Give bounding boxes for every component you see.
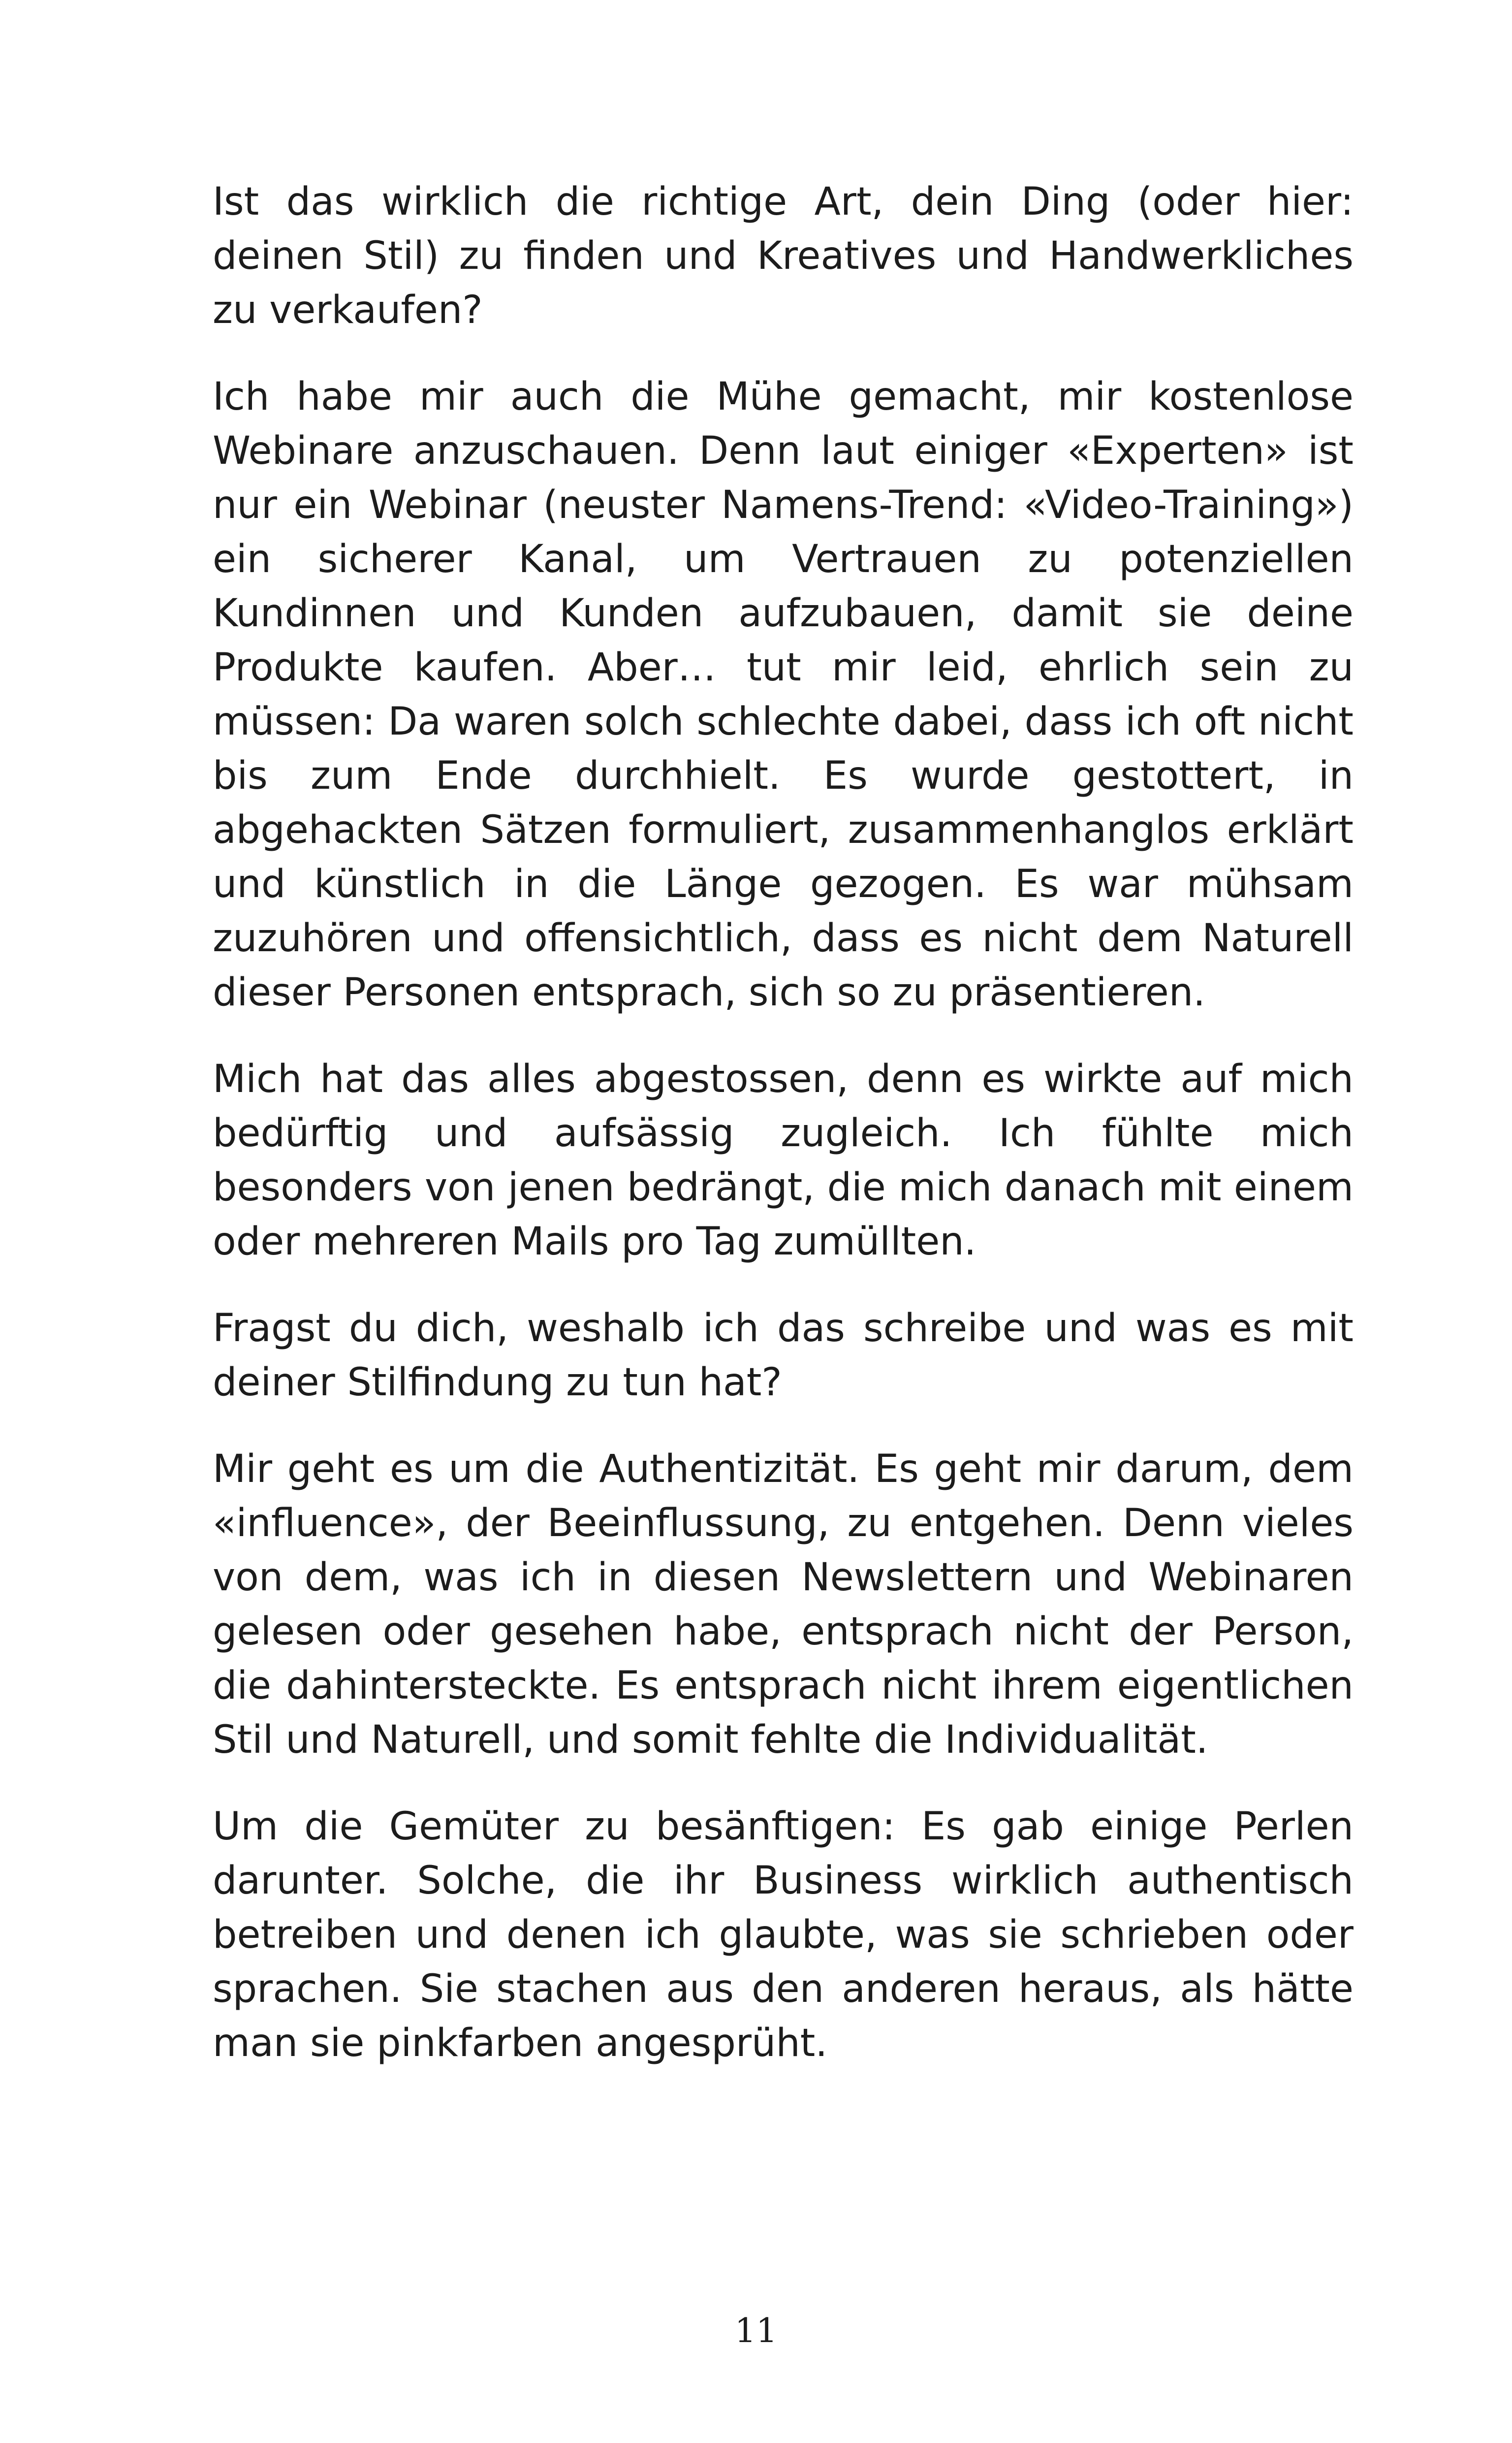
- body-text: [213, 175, 1354, 2070]
- paragraph-4: Fragst du dich, weshalb ich das schreibe und was es mit deiner Stilfindung zu tun hat?: [213, 1306, 1354, 1405]
- paragraph-1: Ist das wirklich die richtige Art, dein Ding (oder hier: deinen Stil) zu finden und Kreatives und Handwerkliches zu verkaufen?: [213, 180, 1354, 332]
- paragraph-3: Mich hat das alles abgestossen, denn es wirkte auf mich bedürftig und aufsässig zugleich. Ich fühlte mich besonders von jenen bedrängt, die mich danach mit einem oder mehreren Mails pro Tag zumüllten.: [213, 1057, 1354, 1264]
- paragraph-5: Mir geht es um die Authentizität. Es geht mir darum, dem «influence», der Beeinflussung, zu entgehen. Denn vieles von dem, was ich in diesen Newslettern und Webinaren gelesen oder gesehen habe, entsprach nicht der Person, die dahintersteckte. Es entsprach nicht ihrem eigentlichen Stil und Naturell, und somit fehlte die Individualität.: [213, 1447, 1354, 1762]
- paragraph-6: Um die Gemüter zu besänftigen: Es gab einige Perlen darunter. Solche, die ihr Business wirklich authentisch betreiben und denen ich glaubte, was sie schrieben oder sprachen. Sie stachen aus den anderen heraus, als hätte man sie pinkfarben angesprüht.: [213, 1804, 1354, 2065]
- paragraph-2: Ich habe mir auch die Mühe gemacht, mir kostenlose Webinare anzuschauen. Denn laut einiger «Experten» ist nur ein Webinar (neuster Namens-Trend: «Video-Training») ein sicherer Kanal, um Vertrauen zu potenziellen Kundinnen und Kunden aufzubauen, damit sie deine Produkte kaufen. Aber… tut mir leid, ehrlich sein zu müssen: Da waren solch schlechte dabei, dass ich oft nicht bis zum Ende durchhielt. Es wurde gestottert, in abgehackten Sätzen formuliert, zusammenhanglos erklärt und künstlich in die Länge gezogen. Es war mühsam zuzuhören und offensichtlich, dass es nicht dem Naturell dieser Personen entsprach, sich so zu präsentieren.: [213, 375, 1354, 1015]
- page-number: 11: [734, 2312, 778, 2350]
